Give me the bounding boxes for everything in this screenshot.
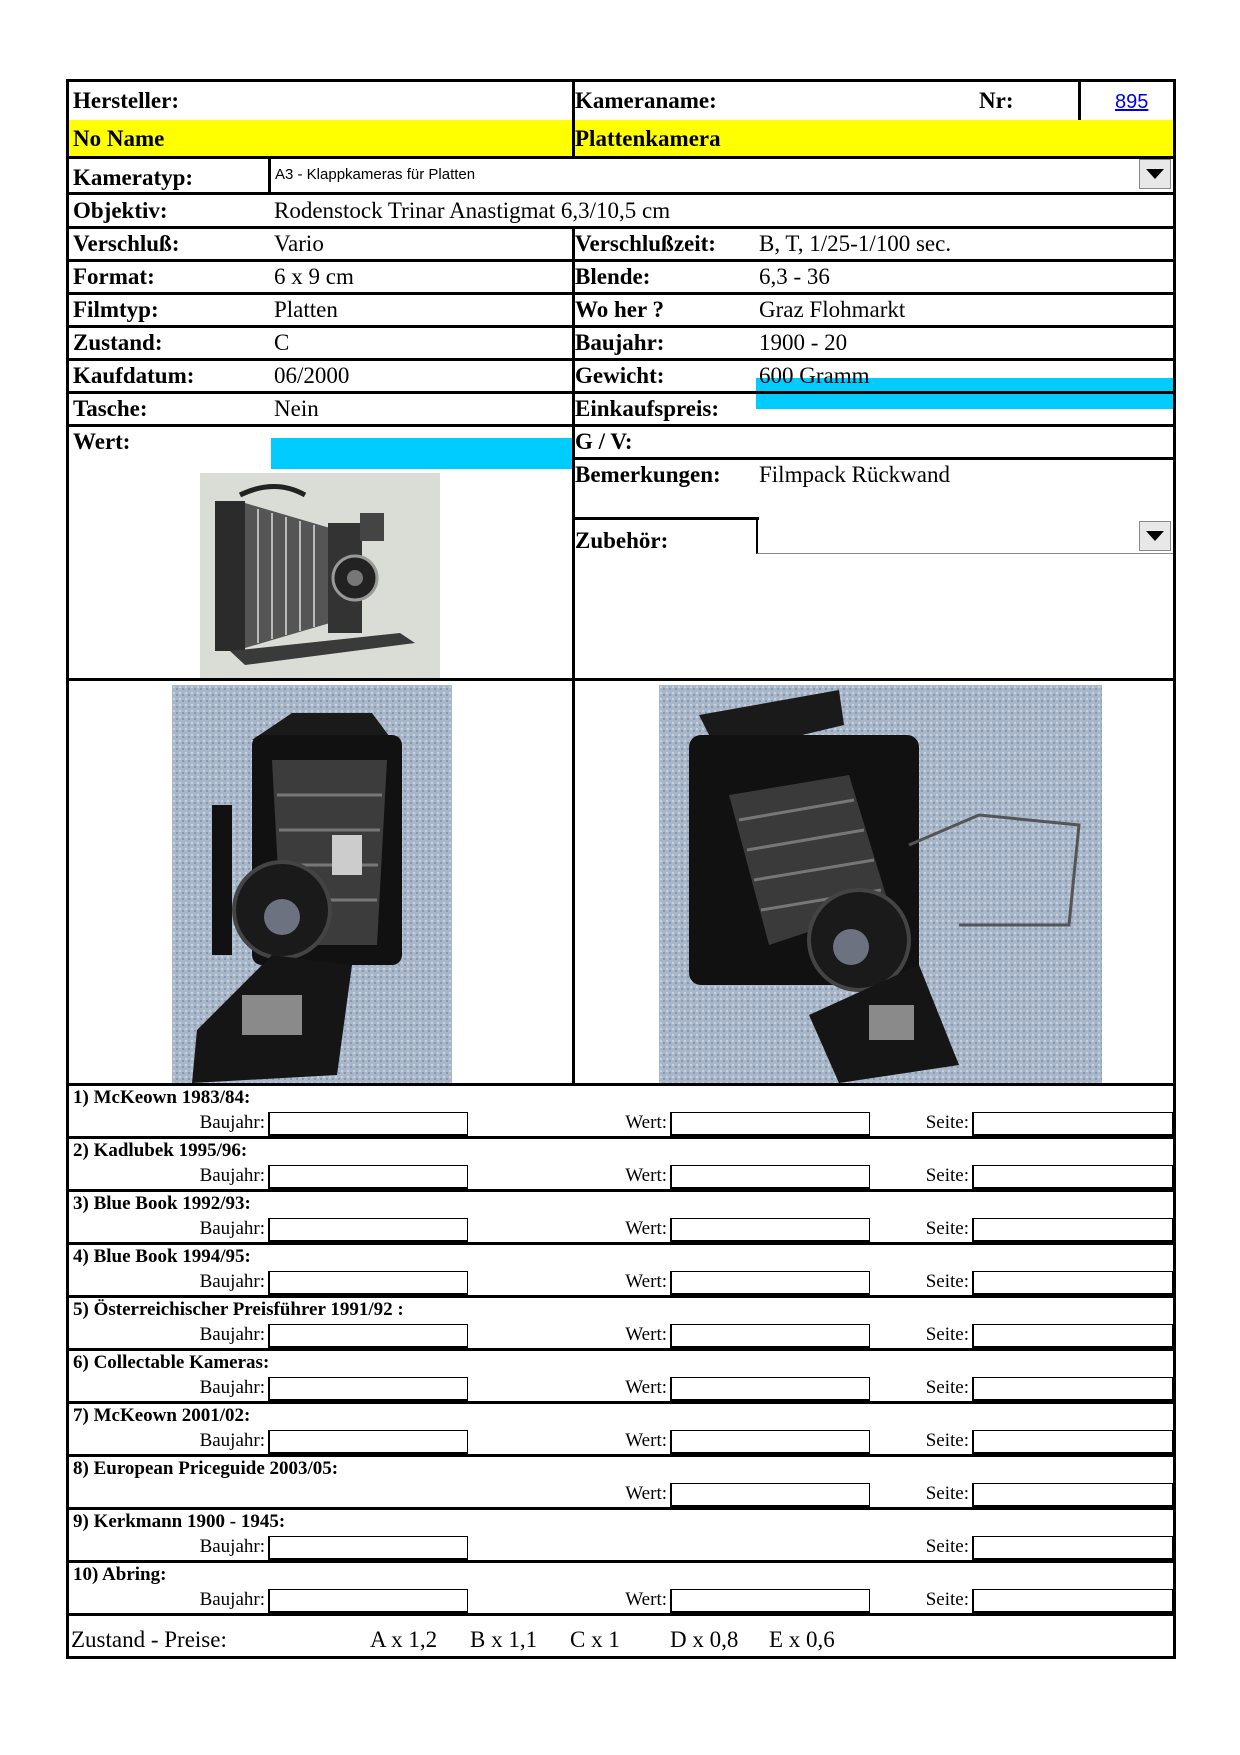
reference-title: 9) Kerkmann 1900 - 1945: [73, 1511, 286, 1532]
camera-record-sheet [66, 79, 1176, 1659]
reference-baujahr-input[interactable] [268, 1165, 468, 1189]
blende-value: 6,3 - 36 [759, 264, 830, 289]
reference-wert-input[interactable] [670, 1430, 870, 1454]
objektiv-value: Rodenstock Trinar Anastigmat 6,3/10,5 cm [274, 198, 671, 223]
reference-title: 2) Kadlubek 1995/96: [73, 1140, 248, 1161]
row-divider [69, 1454, 1173, 1457]
zustand-label: Zustand: [73, 330, 163, 355]
reference-baujahr-label: Baujahr: [199, 1324, 265, 1345]
zustand-preis-d: D x 0,8 [670, 1627, 739, 1652]
reference-title: 6) Collectable Kameras: [73, 1352, 270, 1373]
reference-seite-input[interactable] [972, 1483, 1173, 1507]
reference-baujahr-input[interactable] [268, 1324, 468, 1348]
reference-baujahr-input[interactable] [268, 1377, 468, 1401]
filmtyp-label: Filmtyp: [73, 297, 159, 322]
reference-seite-input[interactable] [972, 1589, 1173, 1613]
reference-title: 5) Österreichischer Preisführer 1991/92 : [73, 1299, 404, 1320]
reference-baujahr-label: Baujahr: [199, 1377, 265, 1398]
reference-baujahr-label: Baujahr: [199, 1536, 265, 1557]
reference-baujahr-label: Baujahr: [199, 1430, 265, 1451]
reference-baujahr-label: Baujahr: [199, 1112, 265, 1133]
reference-baujahr-input[interactable] [268, 1112, 468, 1136]
reference-title: 4) Blue Book 1994/95: [73, 1246, 251, 1267]
row-divider [69, 1189, 1173, 1192]
bemerkungen-label: Bemerkungen: [575, 462, 721, 487]
kameratyp-dropdown-button[interactable] [1139, 159, 1171, 189]
gv-label: G / V: [575, 429, 633, 454]
row-divider [69, 1136, 1173, 1139]
reference-seite-label: Seite: [925, 1271, 969, 1292]
camera-photo-front [172, 685, 452, 1083]
reference-wert-label: Wert: [625, 1377, 667, 1398]
zustand-preis-e: E x 0,6 [769, 1627, 835, 1652]
reference-seite-input[interactable] [972, 1377, 1173, 1401]
reference-wert-input[interactable] [670, 1218, 870, 1242]
camera-photo-side [659, 685, 1102, 1083]
reference-seite-input[interactable] [972, 1112, 1173, 1136]
reference-seite-input[interactable] [972, 1271, 1173, 1295]
kameratyp-value: A3 - Klappkameras für Platten [275, 166, 476, 183]
einkaufspreis-label: Einkaufspreis: [575, 396, 720, 421]
row-divider [69, 1242, 1173, 1245]
row-divider [69, 1401, 1173, 1404]
reference-baujahr-input[interactable] [268, 1218, 468, 1242]
catalog-camera-illustration [200, 473, 440, 678]
nr-link[interactable]: 895 [1115, 91, 1149, 113]
verschlusszeit-label: Verschlußzeit: [575, 231, 716, 256]
reference-wert-label: Wert: [625, 1324, 667, 1345]
verschluss-value: Vario [274, 231, 324, 256]
format-value: 6 x 9 cm [274, 264, 354, 289]
reference-baujahr-input[interactable] [268, 1589, 468, 1613]
reference-seite-label: Seite: [925, 1483, 969, 1504]
kameraname-label: Kameraname: [575, 88, 717, 113]
gewicht-value: 600 Gramm [759, 363, 870, 388]
reference-seite-label: Seite: [925, 1377, 969, 1398]
kaufdatum-value: 06/2000 [274, 363, 350, 388]
reference-baujahr-label: Baujahr: [199, 1271, 265, 1292]
kameratyp-combobox[interactable] [271, 159, 1171, 190]
tasche-label: Tasche: [73, 396, 148, 421]
reference-seite-label: Seite: [925, 1589, 969, 1610]
reference-title: 10) Abring: [73, 1564, 167, 1585]
reference-wert-input[interactable] [670, 1112, 870, 1136]
reference-wert-input[interactable] [670, 1377, 870, 1401]
reference-title: 3) Blue Book 1992/93: [73, 1193, 251, 1214]
gewicht-label: Gewicht: [575, 363, 665, 388]
chevron-down-icon [1146, 531, 1164, 541]
reference-wert-input[interactable] [670, 1483, 870, 1507]
reference-wert-input[interactable] [670, 1271, 870, 1295]
kameratyp-label: Kameratyp: [73, 165, 194, 190]
reference-seite-label: Seite: [925, 1218, 969, 1239]
row-divider [69, 1507, 1173, 1510]
reference-wert-input[interactable] [670, 1324, 870, 1348]
reference-seite-label: Seite: [925, 1165, 969, 1186]
row-divider [69, 1348, 1173, 1351]
reference-wert-label: Wert: [625, 1483, 667, 1504]
reference-baujahr-input[interactable] [268, 1430, 468, 1454]
woher-value: Graz Flohmarkt [759, 297, 906, 322]
reference-wert-input[interactable] [670, 1589, 870, 1613]
kameraname-value: Plattenkamera [575, 126, 721, 151]
reference-seite-label: Seite: [925, 1536, 969, 1557]
filmtyp-value: Platten [274, 297, 338, 322]
reference-baujahr-label: Baujahr: [199, 1589, 265, 1610]
reference-title: 8) European Priceguide 2003/05: [73, 1458, 339, 1479]
row-divider [69, 1560, 1173, 1563]
woher-label: Wo her ? [575, 297, 665, 322]
reference-wert-label: Wert: [625, 1165, 667, 1186]
format-label: Format: [73, 264, 155, 289]
reference-baujahr-label: Baujahr: [199, 1165, 265, 1186]
blende-label: Blende: [575, 264, 651, 289]
zustand-preis-a: A x 1,2 [370, 1627, 438, 1652]
reference-wert-input[interactable] [670, 1165, 870, 1189]
reference-title: 7) McKeown 2001/02: [73, 1405, 251, 1426]
wert-highlight [271, 438, 572, 469]
baujahr-label: Baujahr: [575, 330, 665, 355]
objektiv-label: Objektiv: [73, 198, 168, 223]
reference-seite-label: Seite: [925, 1112, 969, 1133]
reference-baujahr-input[interactable] [268, 1271, 468, 1295]
reference-baujahr-label: Baujahr: [199, 1218, 265, 1239]
kaufdatum-label: Kaufdatum: [73, 363, 195, 388]
row-divider [69, 1295, 1173, 1298]
reference-wert-label: Wert: [625, 1589, 667, 1610]
wert-label: Wert: [73, 429, 131, 454]
chevron-down-icon [1146, 169, 1164, 179]
zustand-preis-c: C x 1 [570, 1627, 620, 1652]
zustand-value: C [274, 330, 290, 355]
reference-seite-input[interactable] [972, 1218, 1173, 1242]
row-divider [69, 1613, 1173, 1616]
reference-seite-input[interactable] [972, 1165, 1173, 1189]
reference-wert-label: Wert: [625, 1218, 667, 1239]
reference-wert-label: Wert: [625, 1271, 667, 1292]
zubehoer-combobox[interactable] [756, 519, 1173, 554]
tasche-value: Nein [274, 396, 319, 421]
nr-label: Nr: [979, 88, 1014, 113]
zubehoer-label: Zubehör: [575, 528, 669, 553]
reference-seite-label: Seite: [925, 1430, 969, 1451]
reference-wert-label: Wert: [625, 1112, 667, 1133]
reference-baujahr-input[interactable] [268, 1536, 468, 1560]
baujahr-value: 1900 - 20 [759, 330, 848, 355]
reference-seite-label: Seite: [925, 1324, 969, 1345]
verschluss-label: Verschluß: [73, 231, 180, 256]
reference-seite-input[interactable] [972, 1536, 1173, 1560]
bemerkungen-value: Filmpack Rückwand [759, 462, 950, 487]
reference-title: 1) McKeown 1983/84: [73, 1087, 251, 1108]
verschlusszeit-value: B, T, 1/25-1/100 sec. [759, 231, 952, 256]
zustand-preise-label: Zustand - Preise: [71, 1627, 227, 1652]
zubehoer-dropdown-button[interactable] [1139, 521, 1171, 551]
zustand-preis-b: B x 1,1 [470, 1627, 538, 1652]
reference-wert-label: Wert: [625, 1430, 667, 1451]
reference-seite-input[interactable] [972, 1430, 1173, 1454]
hersteller-label: Hersteller: [73, 88, 179, 113]
hersteller-value: No Name [73, 126, 165, 151]
reference-seite-input[interactable] [972, 1324, 1173, 1348]
